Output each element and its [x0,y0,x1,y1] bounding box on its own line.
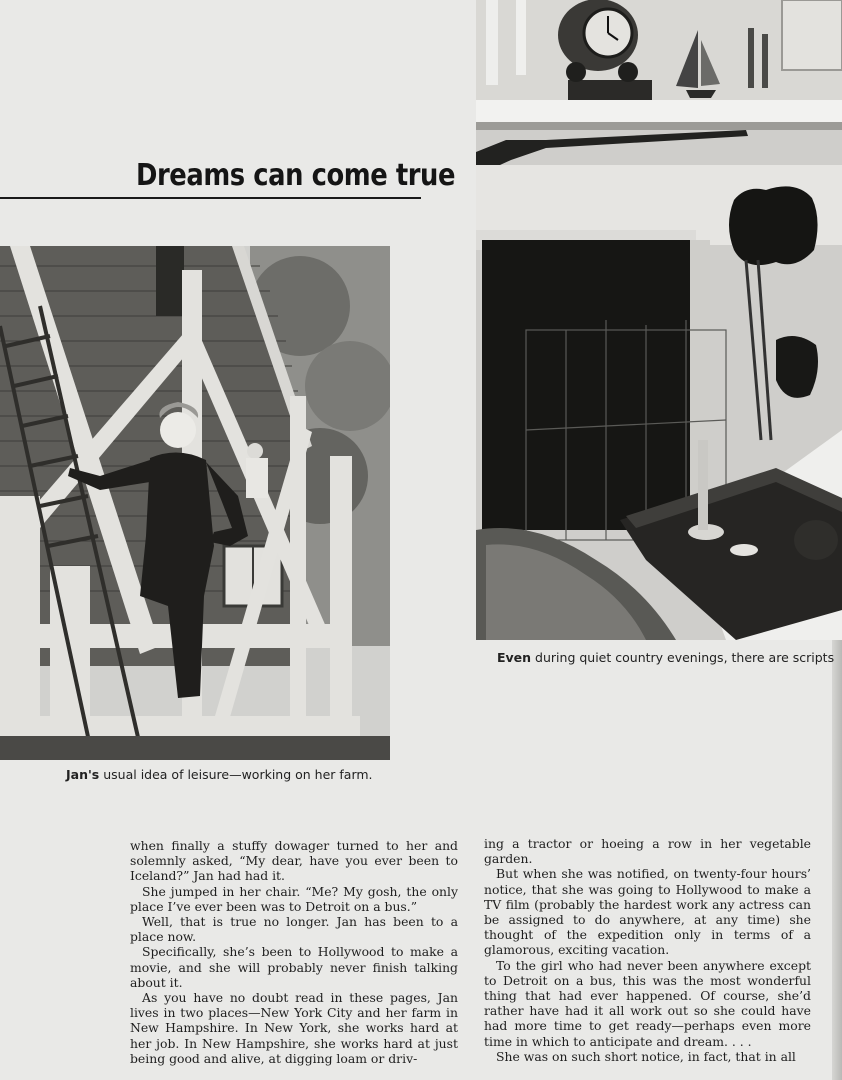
fireplace-photo [476,0,842,640]
paragraph: She jumped in her chair. “Me? My gosh, the only place I’ve ever been was to Detroit on a bus.” [130,883,458,914]
caption-lead: Jan's [66,767,100,782]
left-photo-caption [66,767,373,782]
paragraph: She was on such short notice, in fact, that in all [496,1048,796,1064]
paragraph: when finally a stuffy dowager turned to her and solemnly asked, “My dear, have you ever been to Iceland?” Jan had had it. [130,838,458,884]
article-column-1 [130,838,458,1066]
paragraph: As you have no doubt read in these pages, Jan lives in two places—New York City and her farm in New Hampshire. In New York, she works hard at her job. In New Hampshire, she works hard at just being good and alive, at digging loam or driv- [130,990,458,1066]
paragraph: Specifically, she’s been to Hollywood to make a movie, and she will probably never finish talking about it. [130,944,458,990]
caption-text: during quiet country evenings, there are scripts [531,650,835,665]
right-photo-caption [497,650,834,665]
article-column-2 [484,836,811,1064]
paragraph: Well, that is true no longer. Jan has been to a place now. [130,914,458,945]
caption-text: usual idea of leisure—working on her farm. [99,767,373,782]
paragraph: To the girl who had never been anywhere except to Detroit on a bus, this was the most wonderful thing that had ever happened. Of course, she’d rather have had it all work out so she could have had more time to get ready—perhaps even more time in which to anticipate and dream. . . . [484,957,811,1049]
farm-photo [0,246,390,760]
headline-rule [0,197,421,199]
headline: Dreams can come true [136,158,456,193]
paragraph: ing a tractor or hoeing a row in her vegetable garden. [484,836,811,867]
paragraph: But when she was notified, on twenty-four hours’ notice, that she was going to Hollywood to make a TV film (probably the hardest work any actress can be assigned to do anywhere, at any time) she thought of the expedition only in terms of a glamorous, exciting vacation. [484,866,811,958]
caption-lead: Even [497,650,532,665]
